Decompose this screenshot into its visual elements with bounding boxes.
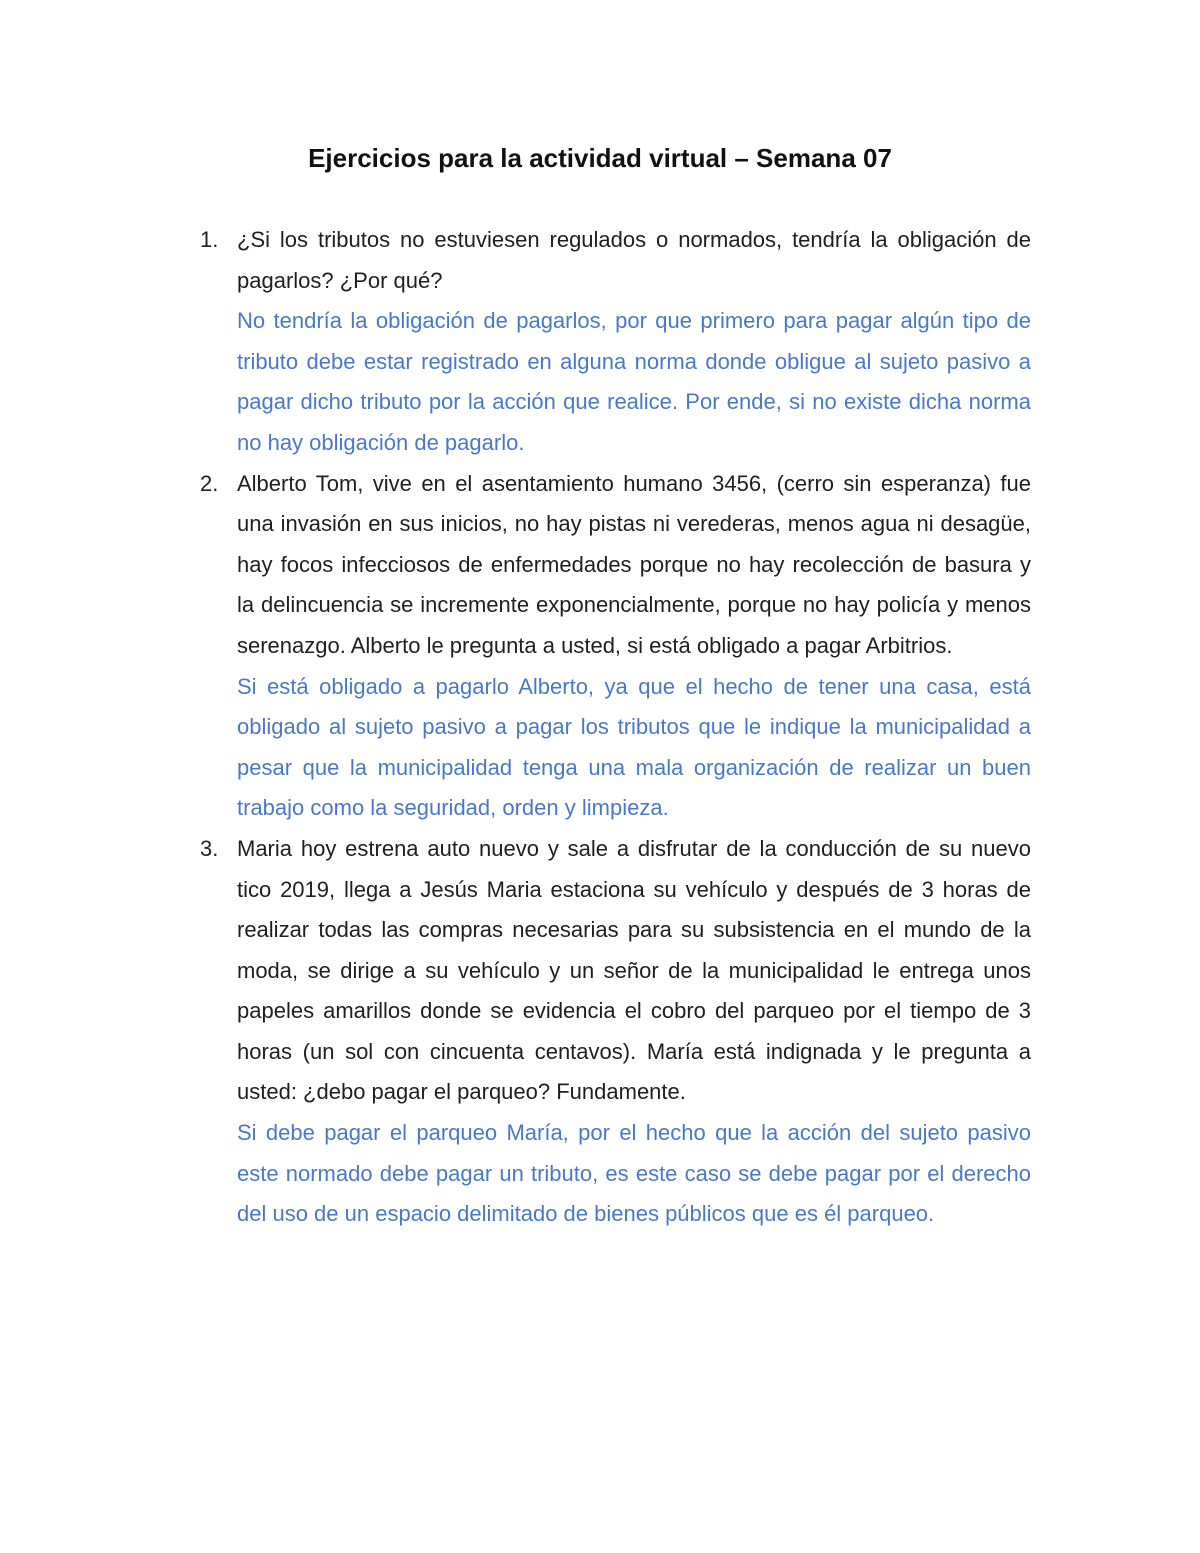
question-number: 3. — [200, 835, 219, 861]
question-text: Alberto Tom, vive en el asentamiento humano 3456, (cerro sin esperanza) fue una invasión en sus inicios, no hay pistas ni verederas, menos agua ni desagüe, hay focos infecciosos de enfermedades porque no hay recolección de basura y la delincuencia se incremente exponencialmente, porque no hay policía y menos serenazgo. Alberto le pregunta a usted, si está obligado a pagar Arbitrios. — [237, 470, 1031, 658]
question-item-2 — [200, 464, 1031, 829]
question-item-1 — [200, 220, 1031, 464]
answer-text: No tendría la obligación de pagarlos, por que primero para pagar algún tipo de tributo debe estar registrado en alguna norma donde obligue al sujeto pasivo a pagar dicho tributo por la acción que realice. Por ende, si no existe dicha norma no hay obligación de pagarlo. — [237, 308, 1031, 455]
question-text: Maria hoy estrena auto nuevo y sale a disfrutar de la conducción de su nuevo tico 2019, llega a Jesús Maria estaciona su vehículo y después de 3 horas de realizar todas las compras necesarias para su subsistencia en el mundo de la moda, se dirige a su vehículo y un señor de la municipalidad le entrega unos papeles amarillos donde se evidencia el cobro del parqueo por el tiempo de 3 horas (un sol con cincuenta centavos). María está indignada y le pregunta a usted: ¿debo pagar el parqueo? Fundamente. — [237, 835, 1031, 1105]
question-number: 2. — [200, 470, 219, 496]
question-text: ¿Si los tributos no estuviesen regulados o normados, tendría la obligación de pagarlos? ¿Por qué? — [237, 227, 1031, 293]
answer-text: Si debe pagar el parqueo María, por el hecho que la acción del sujeto pasivo este normado debe pagar un tributo, es este caso se debe pagar por el derecho del uso de un espacio delimitado de bienes públicos que es él parqueo. — [237, 1120, 1031, 1227]
answer-text: Si está obligado a pagarlo Alberto, ya que el hecho de tener una casa, está obligado al sujeto pasivo a pagar los tributos que le indique la municipalidad a pesar que la municipalidad tenga una mala organización de realizar un buen trabajo como la seguridad, orden y limpieza. — [237, 673, 1031, 821]
question-item-3 — [200, 829, 1031, 1235]
question-number: 1. — [200, 227, 219, 252]
document-title: Ejercicios para la actividad virtual – Semana 07 — [308, 143, 892, 173]
question-list — [200, 220, 1031, 1235]
